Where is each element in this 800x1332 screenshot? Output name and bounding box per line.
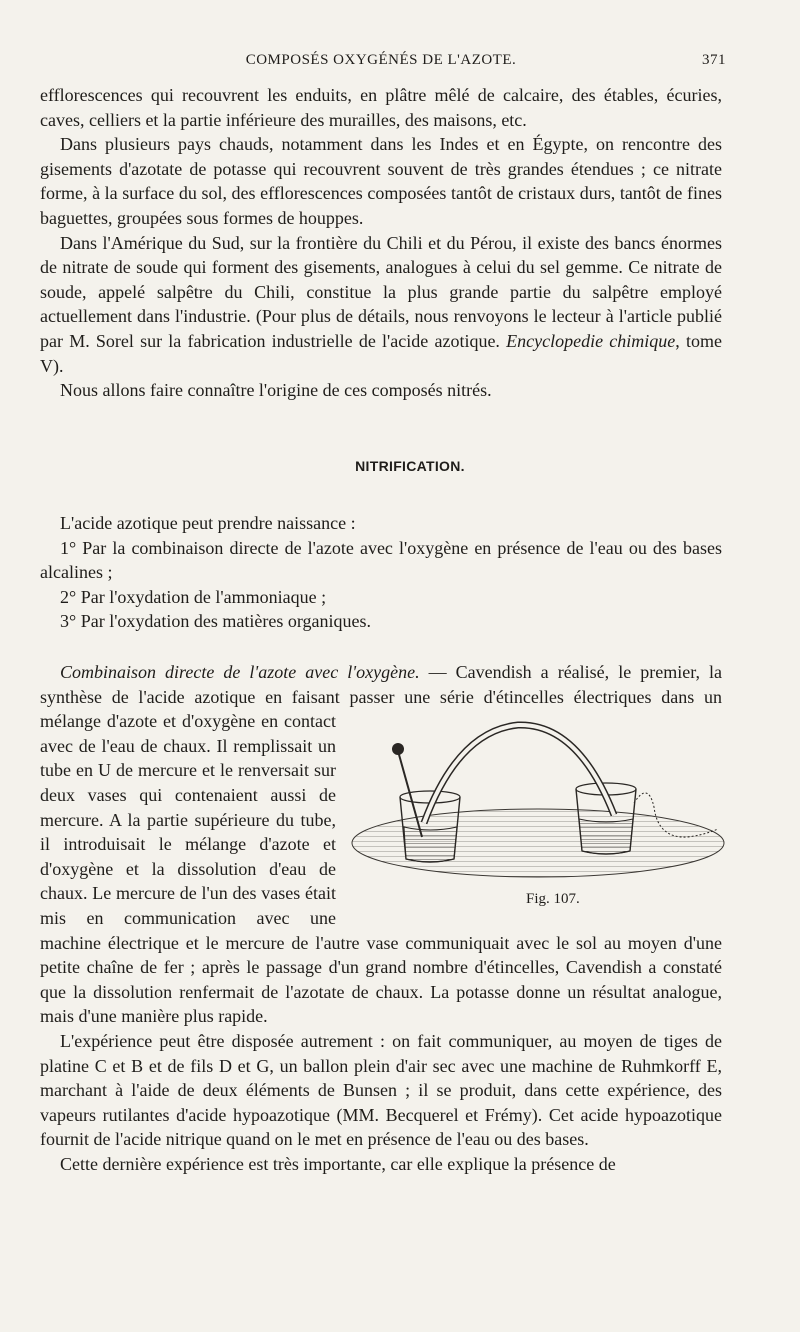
paragraph: Cette dernière expérience est très importante, car elle explique la présence de	[60, 1153, 616, 1174]
nitrification-text	[40, 511, 722, 634]
combination-text	[40, 660, 722, 1176]
u-tube	[424, 725, 614, 823]
subsection-title: Combinaison directe de l'azote avec l'oxygène.	[60, 662, 420, 682]
paragraph-text: Dans l'Amérique du Sud, sur la frontière du Chili et du Pérou, il existe des bancs énormes de nitrate de soude qui forment des gisements, analogues à celui du sel gemme. Ce nitrate de soude, appelé salpêtre du Chili, constitue la plus grande partie du salpêtre employé actuellement dans l'industrie. (Pour plus de détails, nous renvoyons le lecteur à l'article publié par M. Sorel sur la fabrication industrielle de l'acide azotique.	[40, 232, 722, 351]
list-item: 2° Par l'oxydation de l'ammoniaque ;	[60, 586, 327, 607]
reference-title: Encyclopedie chimique	[506, 330, 676, 351]
paragraph-text: électriques dans un mélange d'azote et d'oxygène en contact avec de l'eau de chaux. Il remplissait un tube en U de mercure et le renversait sur deux vases qui contenaient aussi de mercure. A la partie supérieure du tube, il introduisait le mélange d'azote et d'oxygène et la dissolution d'eau de chaux. Le mercure de l'un des vases était mis en communication avec une machine électrique et le mercure de l'autre vase communiquait avec le sol au moyen d'une petite chaîne de fer ; après le passage d'un grand nombre d'étincelles, Cavendish a constaté que la dissolution renfermait de l'azotate de chaux. La potasse donne un résultat analogue, mais d'une manière plus rapide.	[40, 686, 723, 1027]
paragraph: L'expérience peut être disposée autrement : on fait communiquer, au moyen de tiges de platine C et B et de fils D et G, un ballon plein d'air sec avec une machine de Ruhmkorff E, marchant à l'aide de deux éléments de Bunsen ; il se produit, dans cette expérience, des vapeurs rutilantes d'acide hypoazotique (MM. Becquerel et Frémy). Cet acide hypoazotique fournit de l'acide nitrique quand on le met en présence de l'eau ou des bases.	[40, 1030, 722, 1150]
paragraph: Nous allons faire connaître l'origine de ces composés nitrés.	[60, 380, 492, 401]
electrode-ball	[392, 743, 404, 755]
header-title: COMPOSÉS OXYGÉNÉS DE L'AZOTE.	[245, 52, 517, 68]
paragraph-text: — Cavendish a réalisé, le premier, la synthèse de l'acide azotique en faisant passer une série d'étincelles	[40, 662, 722, 707]
intro-text	[40, 83, 722, 403]
paragraph: L'acide azotique peut prendre naissance :	[60, 513, 356, 533]
paragraph	[40, 660, 722, 1029]
paragraph: efflorescences qui recouvrent les enduits, en plâtre mêlé de calcaire, des étables, écuries, caves, celliers et la partie inférieure des murailles, des maisons, etc.	[40, 85, 722, 130]
paragraph-text: , tome V).	[40, 330, 722, 376]
running-header	[40, 52, 726, 72]
paragraph	[40, 231, 722, 379]
section-heading: NITRIFICATION.	[355, 458, 465, 474]
page-number: 371	[702, 52, 726, 68]
cavendish-apparatus-illustration	[348, 711, 726, 886]
figure-caption: Fig. 107.	[526, 891, 580, 908]
paragraph: Dans plusieurs pays chauds, notamment dans les Indes et en Égypte, on rencontre des gisements d'azotate de potasse qui recouvrent souvent de très grandes étendues ; ce nitrate forme, à la surface du sol, des efflorescences composées tantôt de cristaux durs, tantôt de fines baguettes, groupées sous formes de houppes.	[40, 134, 722, 228]
figure-107	[348, 711, 726, 919]
list-item: 3° Par l'oxydation des matières organiques.	[60, 611, 372, 632]
list-item: 1° Par la combinaison directe de l'azote avec l'oxygène en présence de l'eau ou des bases alcalines ;	[40, 537, 722, 583]
